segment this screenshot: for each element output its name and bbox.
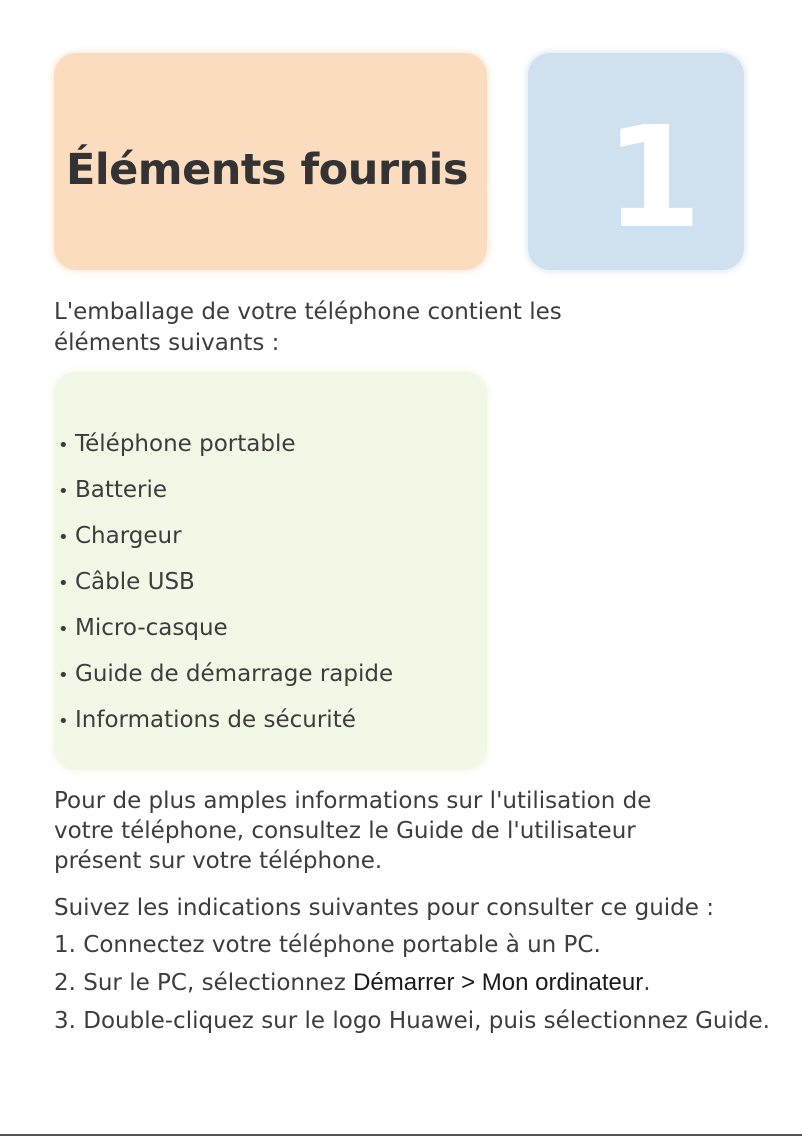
list-item-label: Téléphone portable xyxy=(75,431,296,457)
list-item xyxy=(58,704,393,750)
menu-separator: > xyxy=(454,969,482,996)
list-item-label: Chargeur xyxy=(75,523,182,549)
list-item-label: Câble USB xyxy=(75,569,195,595)
steps-intro: Suivez les indications suivantes pour consulter ce guide : xyxy=(54,895,714,921)
bullet-icon: • xyxy=(58,665,69,686)
bullet-icon: • xyxy=(58,481,69,502)
list-item xyxy=(58,658,393,704)
list-item xyxy=(58,566,393,612)
step-1: 1. Connectez votre téléphone portable à un PC. xyxy=(54,932,601,958)
list-item xyxy=(58,428,393,474)
list-item-label: Batterie xyxy=(75,477,168,503)
list-item-label: Guide de démarrage rapide xyxy=(75,661,394,687)
bullet-icon: • xyxy=(58,711,69,732)
step-3: 3. Double-cliquez sur le logo Huawei, puis sélectionnez Guide. xyxy=(54,1008,770,1034)
chapter-number-box xyxy=(528,53,744,270)
intro-paragraph: L'emballage de votre téléphone contient les éléments suivants : xyxy=(54,299,562,356)
list-item xyxy=(58,520,393,566)
steps-list xyxy=(54,930,770,1044)
step-2-prefix: 2. Sur le PC, sélectionnez xyxy=(54,970,354,996)
step-2 xyxy=(54,968,770,1006)
bullet-icon: • xyxy=(58,619,69,640)
list-item-label: Micro-casque xyxy=(75,615,228,641)
list-item-label: Informations de sécurité xyxy=(75,707,356,733)
list-item xyxy=(58,612,393,658)
my-computer-term: Mon ordinateur xyxy=(481,969,644,996)
start-menu-term: Démarrer xyxy=(353,969,455,996)
bottom-divider xyxy=(0,1134,802,1136)
user-guide-info-paragraph: Pour de plus amples informations sur l'utilisation de votre téléphone, consultez le Guide de l'utilisateur présent sur votre téléphone. xyxy=(54,788,652,874)
package-items-list xyxy=(58,428,393,750)
bullet-icon: • xyxy=(58,527,69,548)
package-items-box xyxy=(54,372,487,770)
list-item xyxy=(58,474,393,520)
chapter-number: 1 xyxy=(604,97,702,260)
bullet-icon: • xyxy=(58,435,69,456)
chapter-title-box xyxy=(54,53,487,270)
bullet-icon: • xyxy=(58,573,69,594)
step-2-suffix: . xyxy=(643,970,651,996)
chapter-title: Éléments fournis xyxy=(66,145,468,195)
